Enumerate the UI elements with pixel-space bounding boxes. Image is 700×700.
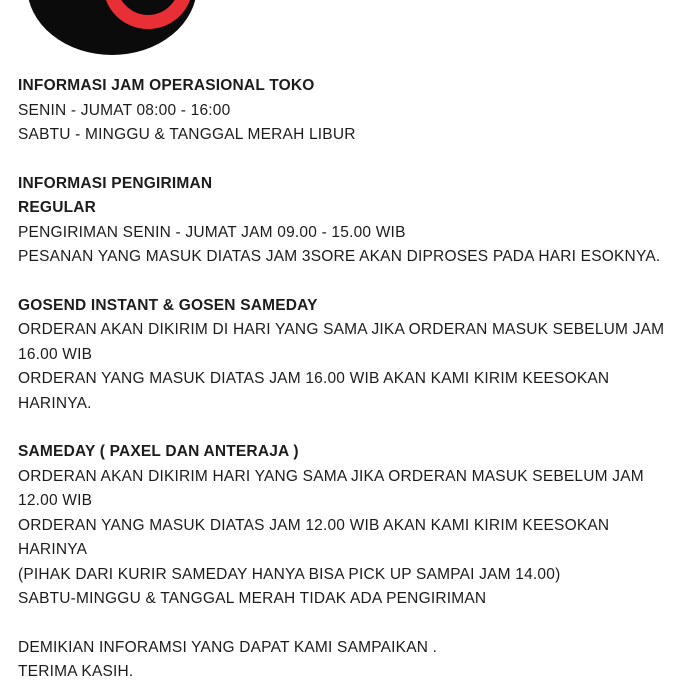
gosend-cutoff-line: ORDERAN YANG MASUK DIATAS JAM 16.00 WIB AKAN KAMI KIRIM KEESOKAN HARINYA.	[18, 370, 610, 412]
store-hours-weekend-line: SABTU - MINGGU & TANGGAL MERAH LIBUR	[18, 126, 356, 143]
section-store-hours	[18, 74, 680, 148]
section-gosend	[18, 294, 680, 417]
sameday-weekend-line: SABTU-MINGGU & TANGGAL MERAH TIDAK ADA PENGIRIMAN	[18, 590, 487, 607]
store-logo-graphic	[26, 0, 196, 58]
store-logo	[26, 0, 196, 58]
section-closing	[18, 636, 680, 685]
gosend-sameday-line: ORDERAN AKAN DIKIRIM DI HARI YANG SAMA JIKA ORDERAN MASUK SEBELUM JAM 16.00 WIB	[18, 321, 665, 363]
section-shipping-regular	[18, 172, 680, 270]
closing-statement-line: DEMIKIAN INFORAMSI YANG DAPAT KAMI SAMPAIKAN .	[18, 638, 438, 656]
sameday-pickup-note-line: (PIHAK DARI KURIR SAMEDAY HANYA BISA PICK UP SAMPAI JAM 14.00)	[18, 565, 561, 583]
sameday-delivery-line: ORDERAN AKAN DIKIRIM HARI YANG SAMA JIKA ORDERAN MASUK SEBELUM JAM 12.00 WIB	[18, 467, 644, 509]
shipping-regular-subheading: REGULAR	[18, 199, 97, 216]
shipping-regular-cutoff-line: PESANAN YANG MASUK DIATAS JAM 3SORE AKAN DIPROSES PADA HARI ESOKNYA.	[18, 248, 661, 265]
closing-thanks-line: TERIMA KASIH.	[18, 663, 134, 680]
sameday-cutoff-line: ORDERAN YANG MASUK DIATAS JAM 12.00 WIB AKAN KAMI KIRIM KEESOKAN HARINYA	[18, 516, 610, 558]
shipping-regular-schedule-line: PENGIRIMAN SENIN - JUMAT JAM 09.00 - 15.00 WIB	[18, 223, 406, 241]
store-hours-heading: INFORMASI JAM OPERASIONAL TOKO	[18, 77, 315, 94]
section-sameday-couriers	[18, 440, 680, 612]
store-hours-weekday-line: SENIN - JUMAT 08:00 - 16:00	[18, 101, 231, 119]
notice-content	[18, 74, 680, 685]
sameday-heading: SAMEDAY ( PAXEL DAN ANTERAJA )	[18, 443, 299, 460]
shipping-heading: INFORMASI PENGIRIMAN	[18, 174, 213, 192]
gosend-heading: GOSEND INSTANT & GOSEN SAMEDAY	[18, 296, 318, 314]
